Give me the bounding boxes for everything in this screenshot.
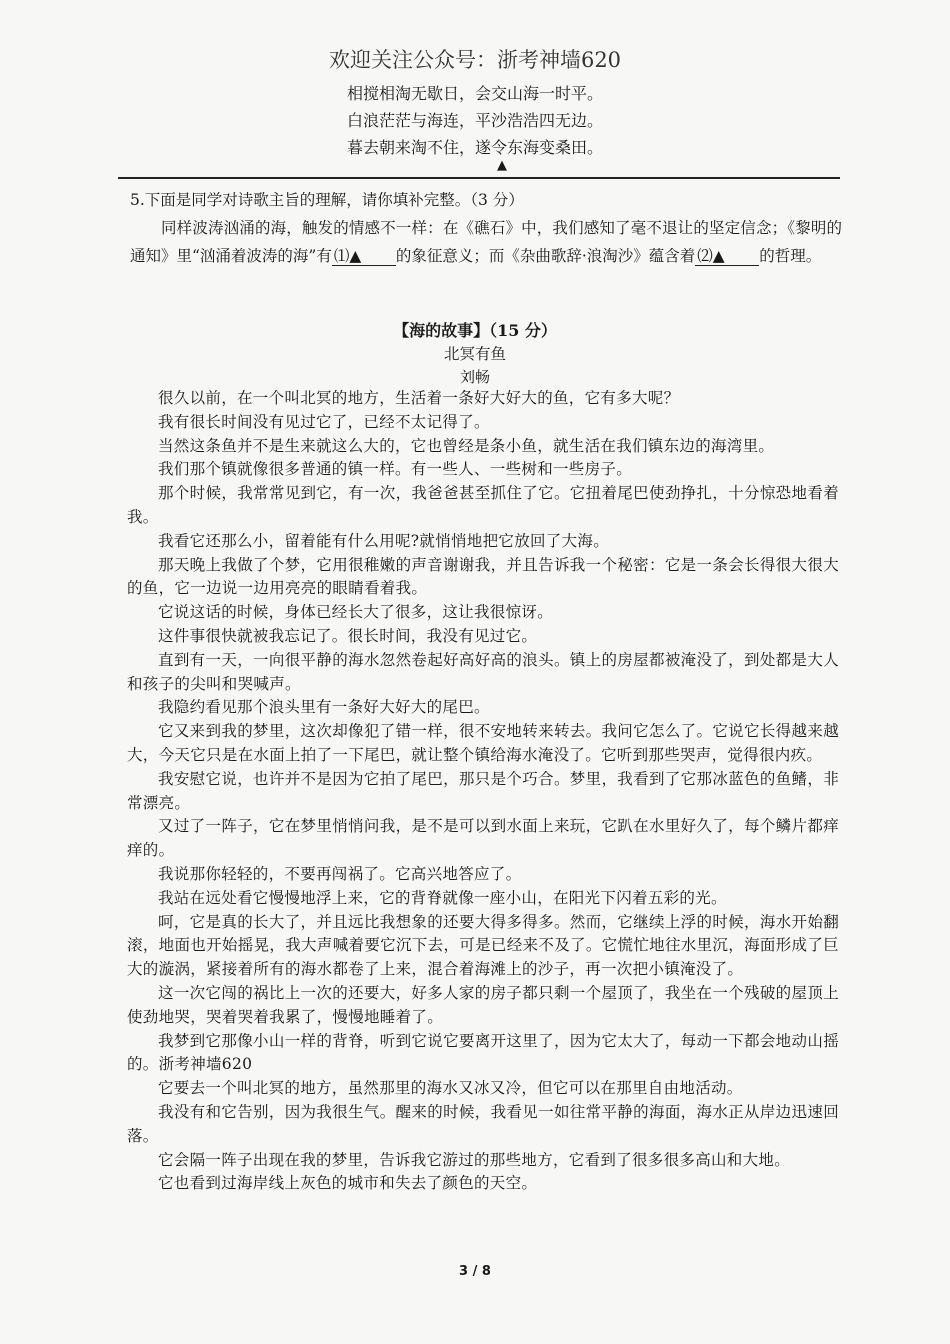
story-paragraph: 我没有和它告别，因为我很生气。醒来的时候，我看见一如往常平静的海面，海水正从岸边迅速回落。 bbox=[127, 1102, 839, 1145]
story-paragraph: 那天晚上我做了个梦，它用很稚嫩的声音谢谢我，并且告诉我一个秘密：它是一条会长得很大很大的鱼，它一边说一边用亮亮的眼睛看着我。 bbox=[127, 555, 839, 598]
story-author: 刘畅 bbox=[459, 368, 490, 386]
story-paragraph: 我隐约看见那个浪头里有一条好大好大的尾巴。 bbox=[158, 698, 490, 717]
story-body bbox=[127, 387, 839, 1196]
story-paragraph: 我说那你轻轻的，不要再闯祸了。它高兴地答应了。 bbox=[158, 864, 522, 883]
question-5-title: 5.下面是同学对诗歌主旨的理解，请你填补完整。（3 分） bbox=[130, 191, 524, 209]
poem-line: 白浪茫茫与海连，平沙浩浩四无边。 bbox=[346, 111, 603, 130]
story-paragraph: 它说这话的时候，身体已经长大了很多，这让我很惊讶。 bbox=[158, 603, 554, 622]
story-paragraph: 直到有一天，一向很平静的海水忽然卷起好高好高的浪头。镇上的房屋都被淹没了，到处都是大人和孩子的尖叫和哭喊声。 bbox=[127, 650, 839, 693]
story-paragraph: 我站在远处看它慢慢地浮上来，它的背脊就像一座小山，在阳光下闪着五彩的光。 bbox=[158, 888, 727, 907]
story-paragraph: 这件事很快就被我忘记了。很长时间，我没有见过它。 bbox=[158, 626, 538, 645]
story-paragraph: 它要去一个叫北冥的地方，虽然那里的海水又冰又冷，但它可以在那里自由地活动。 bbox=[158, 1079, 743, 1098]
question-5 bbox=[130, 186, 842, 270]
question-5-text-b: 的象征意义；而《杂曲歌辞·浪淘沙》蕴含着 bbox=[395, 247, 696, 265]
story-paragraph: 呵，它是真的长大了，并且远比我想象的还要大得多得多。然而，它继续上浮的时候，海水开始翻滚，地面也开始摇晃，我大声喊着要它沉下去，可是已经来不及了。它慌忙地往水里沉，海面形成了巨大的漩涡，紧接着所有的海水都卷了上来，混合着海滩上的沙子，再一次把小镇淹没了。 bbox=[127, 912, 839, 979]
story-paragraph: 这一次它闯的祸比上一次的还要大，好多人家的房子都只剩一个屋顶了，我坐在一个残破的屋顶上使劲地哭，哭着哭着我累了，慢慢地睡着了。 bbox=[127, 983, 839, 1026]
section-title: 【海的故事】（15 分） bbox=[393, 321, 557, 340]
question-5-text-c: 的哲理。 bbox=[759, 247, 822, 265]
watermark-text: 欢迎关注公众号：浙考神墙620 bbox=[328, 48, 622, 72]
page-number: 3 / 8 bbox=[459, 1264, 491, 1279]
question-5-body bbox=[130, 214, 842, 270]
poem-line: 暮去朝来淘不住，遂令东海变桑田。 bbox=[346, 138, 603, 157]
answer-blank-2[interactable]: ⑵▲ bbox=[695, 247, 759, 266]
answer-blank-1[interactable]: ⑴▲ bbox=[332, 247, 396, 266]
answer-triangle-mark: ▲ bbox=[497, 158, 507, 173]
story-paragraph: 我们那个镇就像很多普通的镇一样。有一些人、一些树和一些房子。 bbox=[158, 460, 633, 479]
story-paragraph: 当然这条鱼并不是生来就这么大的，它也曾经是条小鱼，就生活在我们镇东边的海湾里。 bbox=[158, 436, 775, 455]
story-title: 北冥有鱼 bbox=[443, 345, 506, 363]
story-paragraph: 又过了一阵子，它在梦里悄悄问我，是不是可以到水面上来玩，它趴在水里好久了，每个鳞片都痒痒的。 bbox=[127, 817, 839, 860]
poem-line: 相搅相淘无歇日，会交山海一时平。 bbox=[346, 84, 603, 103]
story-paragraph: 它又来到我的梦里，这次却像犯了错一样，很不安地转来转去。我问它怎么了。它说它长得越来越大，今天它只是在水面上拍了一下尾巴，就让整个镇给海水淹没了。它听到那些哭声，觉得很内疚。 bbox=[127, 722, 839, 764]
section-divider bbox=[118, 177, 840, 179]
story-paragraph: 那个时候，我常常见到它，有一次，我爸爸甚至抓住了它。它扭着尾巴使劲挣扎，十分惊恐地看着我。 bbox=[127, 484, 839, 526]
story-paragraph: 很久以前，在一个叫北冥的地方，生活着一条好大好大的鱼，它有多大呢？ bbox=[158, 389, 680, 407]
story-paragraph: 我安慰它说，也许并不是因为它拍了尾巴，那只是个巧合。梦里，我看到了它那冰蓝色的鱼鳍，非常漂亮。 bbox=[127, 769, 839, 812]
poem-block bbox=[0, 80, 950, 161]
story-paragraph: 我看它还那么小，留着能有什么用呢?就悄悄地把它放回了大海。 bbox=[158, 531, 610, 550]
question-5-text-a: 同样波涛汹涌的海，触发的情感不一样：在《礁石》中，我们感知了毫不退让的坚定信念；《黎明的通知》里“汹涌着波涛的海”有 bbox=[130, 219, 842, 265]
story-paragraph: 它会隔一阵子出现在我的梦里，告诉我它游过的那些地方，它看到了很多很多高山和大地。 bbox=[158, 1150, 791, 1169]
story-paragraph: 它也看到过海岸线上灰色的城市和失去了颜色的天空。 bbox=[158, 1174, 538, 1193]
story-paragraph: 我有很长时间没有见过它了，已经不太记得了。 bbox=[158, 412, 490, 431]
story-paragraph: 我梦到它那像小山一样的背脊，听到它说它要离开这里了，因为它太大了，每动一下都会地动山摇的。浙考神墙620 bbox=[127, 1031, 839, 1074]
